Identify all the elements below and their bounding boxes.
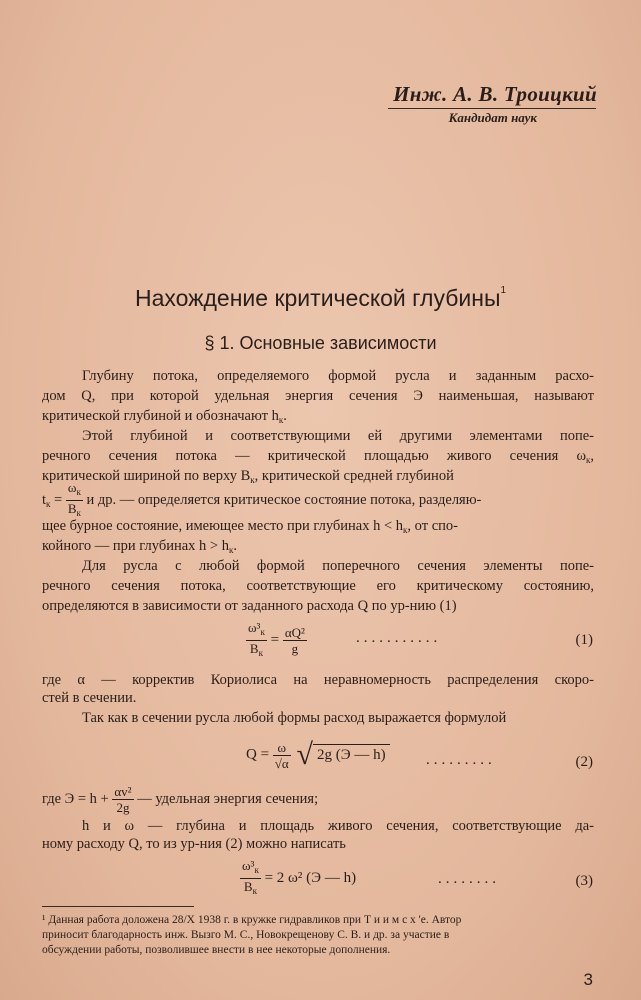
text-span: , критической средней глубиной xyxy=(254,468,454,484)
fraction xyxy=(246,620,267,661)
subscript: к xyxy=(586,455,591,465)
subscript: к xyxy=(403,525,408,535)
equation-1 xyxy=(246,620,307,661)
page-number: 3 xyxy=(583,970,593,989)
text-span: речного сечения потока — критической площадью живого сечения ω xyxy=(42,448,586,464)
subscript: к xyxy=(258,648,263,658)
text-span: и др. — определяется критическое состояние потока, разделяю- xyxy=(86,491,482,508)
text-span: где Э = h + xyxy=(42,790,109,807)
text-line: стей в сечении. xyxy=(42,690,137,706)
text-line: Глубину потока, определяемого формой русла и заданным расхо- xyxy=(82,368,594,384)
fraction-numerator xyxy=(240,858,261,879)
footnote-line: ¹ Данная работа доложена 28/X 1938 г. в кружке гидравликов при Т и и м с х 'е. Автор xyxy=(42,914,462,926)
text-line: ному расходу Q, то из ур-ния (2) можно написать xyxy=(42,836,346,852)
article-title xyxy=(0,285,641,312)
leader-dots: ........ xyxy=(438,871,500,887)
text-span: B xyxy=(249,641,259,656)
text-span: B xyxy=(243,879,253,894)
text-span: критической глубиной и обозначают h xyxy=(42,408,279,424)
fraction xyxy=(240,858,261,899)
equation-number: (1) xyxy=(575,632,593,648)
subscript: к xyxy=(228,545,234,555)
subscript: к xyxy=(252,886,257,896)
text-line xyxy=(42,538,594,555)
text-span: Q = xyxy=(246,746,270,763)
fraction xyxy=(66,480,83,521)
fraction-denominator: √α xyxy=(274,755,289,771)
text-span: койного — при глубинах h > h xyxy=(42,538,229,554)
text-span: B xyxy=(67,501,77,516)
author-name: Инж. А. В. Троицкий xyxy=(393,82,597,106)
subscript: к xyxy=(254,865,259,875)
title-footnote-mark: 1 xyxy=(500,285,507,296)
text-span: , xyxy=(590,448,594,464)
text-line: определяются в зависимости от заданного расхода Q по ур-нию (1) xyxy=(42,598,457,614)
fraction-denominator xyxy=(240,879,261,899)
text-line xyxy=(42,480,594,521)
subscript: к xyxy=(278,415,284,425)
equation-2 xyxy=(246,738,390,772)
text-span: ω xyxy=(67,480,77,495)
text-span: — удельная энергия сечения; xyxy=(137,790,319,807)
text-span: . xyxy=(283,408,287,424)
text-span: . xyxy=(233,538,237,554)
text-line: где α — корректив Кориолиса на неравномерность распределения скоро- xyxy=(42,672,594,688)
radicand: 2g (Э — h) xyxy=(313,744,390,763)
fraction-numerator: αQ² xyxy=(284,625,305,640)
subscript: к xyxy=(76,487,81,497)
subscript: к xyxy=(260,627,265,637)
radical-sign: √ xyxy=(296,738,313,771)
subscript: к xyxy=(46,498,51,509)
text-span: критической шириной по верху B xyxy=(42,468,251,484)
equation-number: (3) xyxy=(575,873,593,889)
text-span: = xyxy=(54,491,63,508)
fraction-denominator: 2g xyxy=(116,800,130,815)
text-line xyxy=(42,518,594,535)
text-span: t xyxy=(42,491,47,508)
fraction-denominator: g xyxy=(291,641,299,656)
fraction xyxy=(283,625,307,656)
text-line: Этой глубиной и соответствующими ей другими элементами попе- xyxy=(82,428,594,444)
article-title-text: Нахождение критической глубины xyxy=(134,285,501,311)
fraction xyxy=(112,784,133,815)
text-line: h и ω — глубина и площадь живого сечения, соответствующие да- xyxy=(82,818,594,834)
footnote-line: обсуждении работы, позволившее внести в нее некоторые дополнения. xyxy=(42,944,391,956)
text-span: = 2 ω² (Э — h) xyxy=(264,869,357,886)
text-line: речного сечения потока, соответствующие его критическому состоянию, xyxy=(42,578,594,594)
subscript: к xyxy=(76,508,81,518)
text-span: ω³ xyxy=(248,620,261,635)
fraction-numerator xyxy=(66,480,83,501)
leader-dots: ........... xyxy=(356,630,442,646)
equation-number: (2) xyxy=(575,754,593,770)
text-span: = xyxy=(270,631,280,648)
text-line xyxy=(42,784,594,815)
leader-dots: ......... xyxy=(426,752,496,768)
footnote-rule xyxy=(42,906,194,907)
footnote-line: приносит благодарность инж. Вызго М. С., Новокрещенову С. В. и др. за участие в xyxy=(42,929,450,941)
author-underline xyxy=(388,108,596,109)
fraction-numerator xyxy=(246,620,267,641)
text-line: Так как в сечении русла любой формы расход выражается формулой xyxy=(82,710,507,726)
text-span: , от спо- xyxy=(407,518,458,534)
text-line: дом Q, при которой удельная энергия сечения Э наименьшая, называют xyxy=(42,388,594,404)
text-line xyxy=(42,408,594,425)
fraction-numerator: αv² xyxy=(114,784,132,799)
text-span: ω³ xyxy=(242,858,255,873)
text-span: щее бурное состояние, имеющее место при глубинах h < h xyxy=(42,518,404,534)
fraction-numerator: ω xyxy=(273,740,291,756)
text-line: Для русла с любой формой поперечного сечения элементы попе- xyxy=(82,558,594,574)
text-line xyxy=(42,448,594,465)
equation-3 xyxy=(240,858,356,899)
fraction xyxy=(273,740,291,771)
section-heading: § 1. Основные зависимости xyxy=(204,333,437,353)
author-degree: Кандидат наук xyxy=(448,110,537,125)
fraction-denominator xyxy=(246,641,267,661)
subscript: к xyxy=(250,475,255,485)
